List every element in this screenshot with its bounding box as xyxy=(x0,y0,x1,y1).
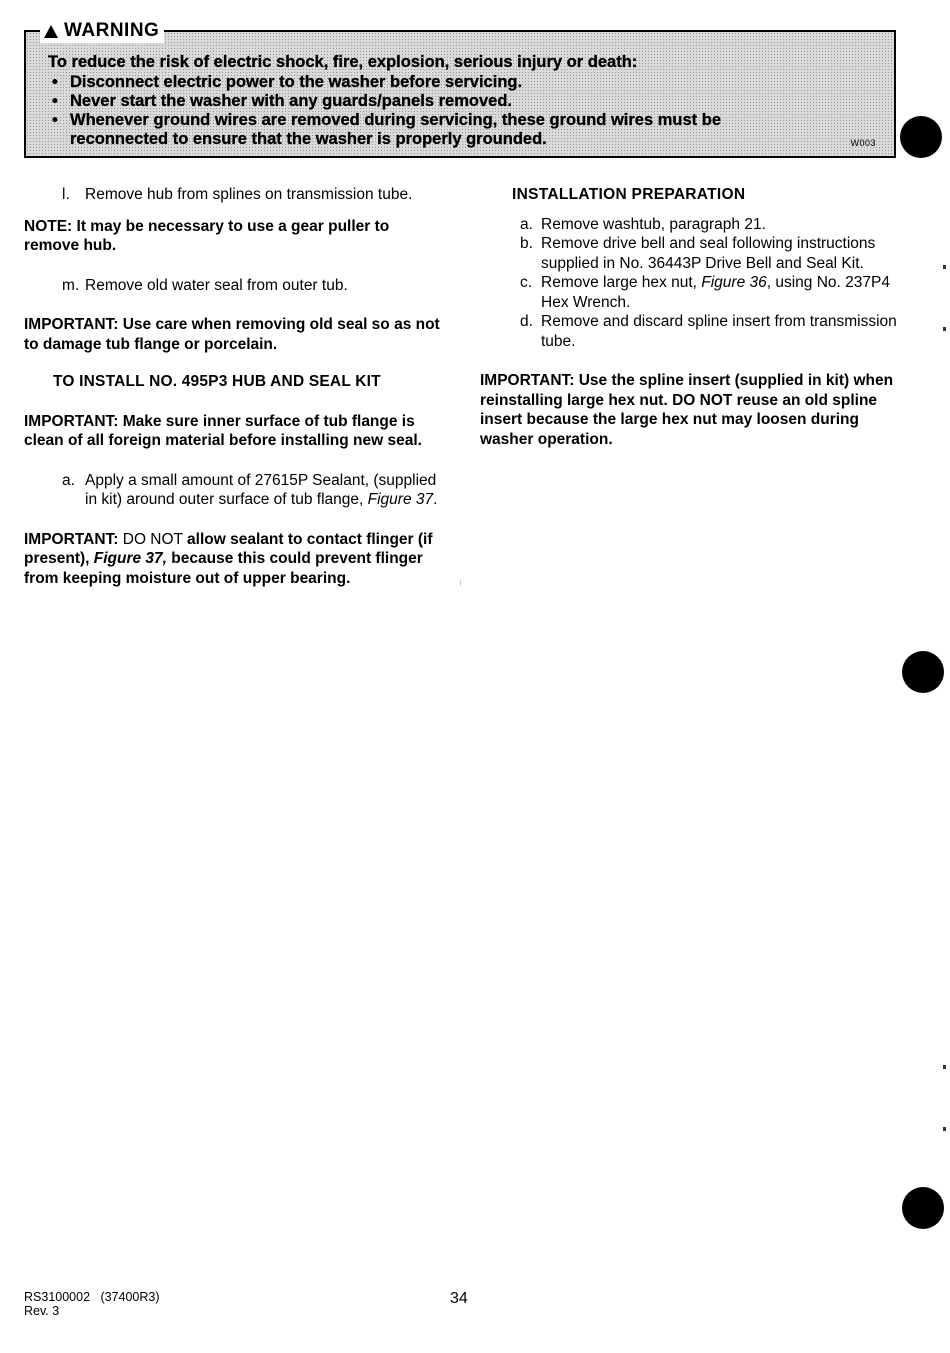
important-clean-flange: IMPORTANT: Make sure inner surface of tub flange is clean of all foreign material before installing new seal. xyxy=(24,412,422,449)
column-divider-speck xyxy=(460,580,461,586)
warning-item: • Whenever ground wires are removed during servicing, these ground wires must be xyxy=(52,111,721,129)
figure-reference: Figure 37, xyxy=(93,550,167,567)
warning-header xyxy=(40,19,164,43)
note-gear-puller: NOTE: It may be necessary to use a gear puller to remove hub. xyxy=(24,217,390,254)
figure-reference: Figure 37 xyxy=(367,491,434,508)
binder-hole-dot xyxy=(902,1187,944,1229)
warning-intro: To reduce the risk of electric shock, fire, explosion, serious injury or death: xyxy=(48,53,638,71)
list-item: c. Remove large hex nut, Figure 36, using No. 237P4 Hex Wrench. xyxy=(520,274,890,311)
preparation-steps xyxy=(480,215,910,352)
list-item: d. Remove and discard spline insert from transmission tube. xyxy=(520,313,897,350)
revision: Rev. 3 xyxy=(24,1304,60,1318)
margin-mark xyxy=(943,1127,946,1131)
footer-doc-info xyxy=(24,1290,160,1318)
page-number: 34 xyxy=(450,1290,468,1307)
step-a-sealant: a. Apply a small amount of 27615P Sealant, (supplied in kit) around outer surface of tub flange, Figure 37. xyxy=(62,471,438,508)
section-heading-preparation: INSTALLATION PREPARATION xyxy=(512,186,746,203)
step-m: m. Remove old water seal from outer tub. xyxy=(62,276,348,294)
binder-hole-dot xyxy=(900,116,942,158)
figure-reference: Figure 36 xyxy=(701,274,767,291)
margin-mark xyxy=(943,265,946,269)
warning-item: • Never start the washer with any guards/panels removed. xyxy=(52,92,512,110)
bullet-icon: • xyxy=(52,73,58,91)
important-spline-insert: IMPORTANT: Use the spline insert (supplied in kit) when reinstalling large hex nut. DO NOT reuse an old spline insert because the large hex nut may loosen during washer operation. xyxy=(480,372,894,448)
left-column xyxy=(24,185,444,588)
warning-box xyxy=(24,20,896,158)
warning-title: WARNING xyxy=(64,20,160,41)
bullet-icon: • xyxy=(52,92,58,110)
document-id: RS3100002 (37400R3) xyxy=(24,1290,160,1304)
section-heading-install: TO INSTALL NO. 495P3 HUB AND SEAL KIT xyxy=(53,373,381,390)
warning-triangle-icon xyxy=(44,25,58,38)
margin-mark xyxy=(943,327,946,331)
warning-item: • Disconnect electric power to the washer before servicing. xyxy=(52,73,523,91)
important-care-seal: IMPORTANT: Use care when removing old seal so as not to damage tub flange or porcelain. xyxy=(24,316,440,353)
warning-code: W003 xyxy=(850,138,876,148)
list-item: a. Remove washtub, paragraph 21. xyxy=(520,215,766,233)
margin-mark xyxy=(943,1065,946,1069)
important-sealant-flinger: IMPORTANT: DO NOT allow sealant to contact flinger (if present), Figure 37, because this could prevent flinger from keeping moisture out of upper bearing. xyxy=(24,530,433,587)
bullet-icon: • xyxy=(52,111,58,129)
step-l: l. Remove hub from splines on transmission tube. xyxy=(62,186,413,203)
list-item: b. Remove drive bell and seal following instructions supplied in No. 36443P Drive Bell and Seal Kit. xyxy=(520,235,876,272)
warning-item-continued: reconnected to ensure that the washer is properly grounded. xyxy=(70,130,547,148)
right-column xyxy=(480,185,910,449)
binder-hole-dot xyxy=(902,651,944,693)
